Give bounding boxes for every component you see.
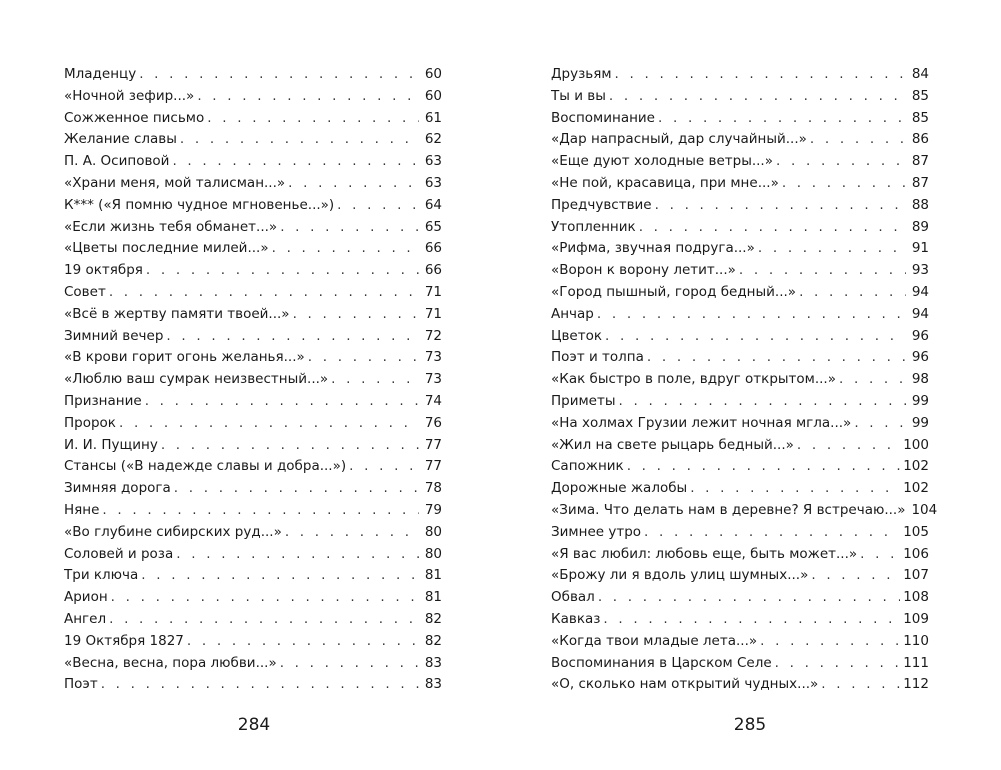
toc-entry-page: 102 [903,480,929,497]
dot-leader [176,544,419,566]
toc-entry-title: Признание [64,392,142,409]
toc-entry-page: 82 [424,610,442,627]
toc-entry [551,631,929,653]
toc-entry-title: П. А. Осиповой [64,153,170,170]
dot-leader [597,304,906,326]
toc-entry-page: 77 [424,458,442,475]
toc-entry [64,435,442,457]
page-number-left: 284 [237,715,271,735]
toc-entry-page: 99 [911,414,929,431]
toc-entry-title: «Зима. Что делать нам в деревне? Я встречаю...» [551,501,906,518]
toc-entry [551,129,929,151]
toc-entry-page: 106 [903,545,929,562]
toc-entry [551,282,929,304]
dot-leader [860,544,900,566]
toc-entry-page: 88 [911,196,929,213]
toc-entry [64,86,442,108]
toc-entry-page: 108 [903,589,929,606]
toc-entry [551,587,929,609]
dot-leader [854,413,906,435]
toc-entry [64,151,442,173]
toc-entry [64,108,442,130]
dot-leader [739,260,906,282]
dot-leader [172,151,419,173]
dot-leader [811,565,900,587]
dot-leader [161,435,419,457]
toc-entry-title: «Как быстро в поле, вдруг открытом...» [551,371,836,388]
toc-entry-page: 66 [424,262,442,279]
dot-leader [109,282,419,304]
dot-leader [605,326,906,348]
toc-entry-page: 80 [424,523,442,540]
toc-entry [551,391,929,413]
toc-entry-title: 19 октября [64,262,143,279]
toc-entry-title: Зимнее утро [551,523,642,540]
toc-entry [551,369,929,391]
toc-entry-page: 62 [424,131,442,148]
toc-entry [64,500,442,522]
dot-leader [331,369,419,391]
toc-entry-title: Арион [64,589,108,606]
dot-leader [776,151,906,173]
toc-entry [551,653,929,675]
toc-entry [551,86,929,108]
toc-entry-title: Три ключа [64,567,139,584]
dot-leader [146,260,419,282]
dot-leader [139,64,419,86]
dot-leader [280,653,419,675]
toc-entry [64,478,442,500]
dot-leader [207,108,419,130]
dot-leader [280,217,419,239]
toc-entry [64,522,442,544]
toc-entry-page: 86 [911,131,929,148]
toc-entry-page: 65 [424,218,442,235]
toc-entry-page: 94 [911,305,929,322]
toc-entry [64,565,442,587]
toc-entry-title: Сожженное письмо [64,109,205,126]
toc-entry [551,173,929,195]
dot-leader [839,369,906,391]
toc-entry-page: 73 [424,349,442,366]
toc-entry-page: 61 [424,109,442,126]
toc-entry-page: 85 [911,109,929,126]
toc-entry-page: 105 [903,523,929,540]
toc-entry-page: 64 [424,196,442,213]
toc-entry-title: Поэт [64,676,98,693]
toc-entry-page: 66 [424,240,442,257]
toc-entry-page: 83 [424,676,442,693]
toc-entry-page: 72 [424,327,442,344]
toc-entry [551,435,929,457]
dot-leader [145,391,419,413]
toc-entry [64,304,442,326]
dot-leader [821,674,900,696]
toc-entry-title: Ты и вы [551,87,606,104]
dot-leader [285,522,419,544]
toc-entry [551,238,929,260]
dot-leader [598,587,900,609]
toc-entry-title: «Рифма, звучная подруга...» [551,240,755,257]
toc-entry-page: 96 [911,349,929,366]
toc-entry [551,347,929,369]
toc-entry-title: Воспоминания в Царском Селе [551,654,772,671]
toc-entry-title: «Всё в жертву памяти твоей...» [64,305,290,322]
toc-entry-title: «Ворон к ворону летит...» [551,262,736,279]
dot-leader [775,653,901,675]
toc-entry-title: «Ночной зефир...» [64,87,195,104]
dot-leader [644,522,900,544]
toc-entry-page: 74 [424,392,442,409]
toc-entry-page: 99 [911,392,929,409]
toc-entry [551,478,929,500]
dot-leader [293,304,419,326]
toc-entry-page: 104 [911,501,938,518]
dot-leader [658,108,906,130]
toc-list-left [64,64,442,696]
dot-leader [760,631,900,653]
dot-leader [799,282,906,304]
toc-entry [551,304,929,326]
toc-entry-title: Цветок [551,327,603,344]
toc-entry-title: «Не пой, красавица, при мне...» [551,174,779,191]
toc-entry-page: 96 [911,327,929,344]
toc-entry-title: Приметы [551,392,616,409]
dot-leader [797,435,900,457]
toc-entry-page: 80 [424,545,442,562]
dot-leader [349,456,419,478]
toc-entry-title: Поэт и толпа [551,349,644,366]
toc-entry [551,64,929,86]
toc-entry-title: «Во глубине сибирских руд...» [64,523,282,540]
toc-entry-page: 107 [903,567,929,584]
toc-entry-page: 60 [424,87,442,104]
toc-entry-page: 87 [911,153,929,170]
toc-entry-title: «Когда твои младые лета...» [551,632,758,649]
toc-entry-title: «Брожу ли я вдоль улиц шумных...» [551,567,809,584]
toc-entry-title: «Еще дуют холодные ветры...» [551,153,773,170]
toc-entry-page: 81 [424,589,442,606]
toc-entry [551,108,929,130]
dot-leader [690,478,900,500]
toc-entry [64,413,442,435]
toc-entry [551,260,929,282]
toc-entry [64,195,442,217]
toc-entry-title: «О, сколько нам открытий чудных...» [551,676,819,693]
dot-leader [109,609,419,631]
toc-entry-page: 91 [911,240,929,257]
toc-entry-page: 84 [911,66,929,82]
toc-entry-title: Воспоминание [551,109,655,126]
toc-entry [64,173,442,195]
toc-entry-page: 111 [903,654,929,671]
toc-entry-page: 85 [911,87,929,104]
toc-entry-page: 81 [424,567,442,584]
left-page [64,64,442,696]
toc-entry-title: «В крови горит огонь желанья...» [64,349,305,366]
dot-leader [619,391,906,413]
toc-entry-title: К*** («Я помню чудное мгновенье...») [64,196,335,213]
toc-entry-title: «На холмах Грузии лежит ночная мгла...» [551,414,852,431]
right-page [551,64,938,696]
toc-entry-title: Желание славы [64,131,177,148]
dot-leader [627,456,901,478]
toc-entry-title: Кавказ [551,610,601,627]
dot-leader [655,195,906,217]
dot-leader [102,500,419,522]
toc-entry-title: Няне [64,501,100,518]
dot-leader [782,173,906,195]
dot-leader [603,609,900,631]
toc-entry-page: 60 [424,66,442,82]
toc-entry-title: «Люблю ваш сумрак неизвестный...» [64,371,329,388]
dot-leader [174,478,419,500]
toc-entry-title: Младенцу [64,66,137,82]
toc-entry-page: 109 [903,610,929,627]
dot-leader [758,238,906,260]
dot-leader [272,238,419,260]
toc-entry-page: 63 [424,174,442,191]
dot-leader [197,86,419,108]
toc-entry [64,653,442,675]
toc-entry-title: Зимняя дорога [64,480,171,497]
dot-leader [609,86,906,108]
toc-entry-page: 89 [911,218,929,235]
toc-entry [64,369,442,391]
toc-entry-page: 83 [424,654,442,671]
toc-entry-page: 93 [911,262,929,279]
toc-entry [64,587,442,609]
dot-leader [187,631,419,653]
dot-leader [288,173,419,195]
toc-entry [551,195,929,217]
toc-entry [551,500,938,522]
dot-leader [810,129,906,151]
toc-entry [64,129,442,151]
toc-entry [551,544,929,566]
toc-entry-title: Обвал [551,589,595,606]
toc-entry [64,391,442,413]
toc-entry [64,238,442,260]
toc-entry-title: «Дар напрасный, дар случайный...» [551,131,807,148]
toc-entry-page: 82 [424,632,442,649]
toc-entry [64,347,442,369]
toc-entry-title: Ангел [64,610,107,627]
toc-entry [64,64,442,86]
toc-entry-title: «Весна, весна, пора любви...» [64,654,277,671]
dot-leader [647,347,906,369]
toc-entry-page: 110 [903,632,929,649]
toc-entry-page: 71 [424,283,442,300]
toc-entry-title: «Если жизнь тебя обманет...» [64,218,278,235]
dot-leader [141,565,419,587]
toc-entry [551,151,929,173]
toc-entry [551,674,929,696]
toc-entry [64,544,442,566]
toc-entry-page: 78 [424,480,442,497]
toc-entry-title: «Храни меня, мой талисман...» [64,174,286,191]
toc-entry-page: 73 [424,371,442,388]
dot-leader [166,326,419,348]
toc-entry-page: 71 [424,305,442,322]
toc-entry-page: 87 [911,174,929,191]
dot-leader [180,129,419,151]
toc-entry-title: Пророк [64,414,116,431]
toc-entry-title: «Я вас любил: любовь еще, быть может...» [551,545,858,562]
toc-entry-title: Стансы («В надежде славы и добра...») [64,458,347,475]
toc-entry-page: 98 [911,371,929,388]
dot-leader [308,347,419,369]
dot-leader [119,413,419,435]
dot-leader [111,587,419,609]
toc-entry-page: 102 [903,458,929,475]
toc-entry [64,326,442,348]
toc-entry [64,631,442,653]
toc-entry-title: Соловей и роза [64,545,174,562]
toc-entry [551,565,929,587]
dot-leader [101,674,419,696]
toc-entry-title: «Город пышный, город бедный...» [551,283,797,300]
toc-entry-title: «Цветы последние милей...» [64,240,269,257]
toc-entry [64,674,442,696]
toc-entry-page: 79 [424,501,442,518]
toc-entry-title: Предчувствие [551,196,652,213]
toc-entry-title: Утопленник [551,218,636,235]
toc-entry [551,217,929,239]
toc-entry-title: 19 Октября 1827 [64,632,184,649]
toc-entry-page: 94 [911,283,929,300]
toc-entry-title: Совет [64,283,106,300]
toc-entry [551,413,929,435]
toc-entry [64,282,442,304]
toc-entry-title: Друзьям [551,66,612,82]
toc-entry [551,456,929,478]
toc-entry-title: И. И. Пущину [64,436,158,453]
toc-entry [551,326,929,348]
dot-leader [639,217,906,239]
dot-leader [337,195,419,217]
toc-entry-page: 63 [424,153,442,170]
toc-entry-title: «Жил на свете рыцарь бедный...» [551,436,794,453]
toc-entry [551,609,929,631]
toc-entry-page: 76 [424,414,442,431]
toc-entry-title: Анчар [551,305,594,322]
toc-entry-page: 112 [903,676,929,693]
toc-entry [64,609,442,631]
toc-entry-page: 100 [903,436,929,453]
toc-entry-title: Сапожник [551,458,624,475]
toc-entry [64,260,442,282]
toc-entry [551,522,929,544]
toc-list-right [551,64,938,696]
toc-entry [64,456,442,478]
toc-entry [64,217,442,239]
dot-leader [615,64,906,86]
page-number-right: 285 [733,715,767,735]
toc-entry-page: 77 [424,436,442,453]
toc-entry-title: Дорожные жалобы [551,480,688,497]
toc-entry-title: Зимний вечер [64,327,164,344]
